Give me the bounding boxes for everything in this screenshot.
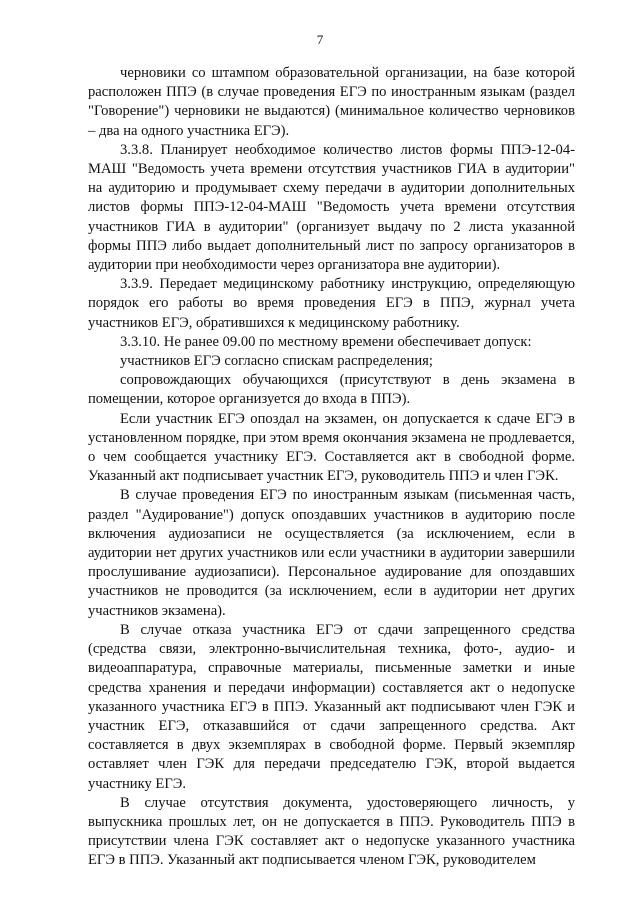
page-number: 7 <box>316 32 324 47</box>
paragraph-drafts-continuation: черновики со штампом образовательной организации, на базе которой расположен ППЭ (в случае проведения ЕГЭ по иностранным языкам (раздел "Говорение") черновики не выдаются) (минимальное количество черновиков – два на одного участника ЕГЭ). <box>88 65 575 139</box>
paragraph-3-3-10: 3.3.10. Не ранее 09.00 по местному времени обеспечивает допуск: <box>120 333 532 350</box>
paragraph-3-3-9: 3.3.9. Передает медицинскому работнику инструкцию, определяющую порядок его работы во время проведения ЕГЭ в ППЭ, журнал учета участников ЕГЭ, обратившихся к медицинскому работнику. <box>88 276 575 331</box>
paragraph-listening-section: В случае проведения ЕГЭ по иностранным языкам (письменная часть, раздел "Аудирование") допуск опоздавших участников в аудиторию после включения аудиозаписи не осуществляется (за исключением, если в аудитории нет других участников или если участники в аудитории завершили прослушивание аудиозаписи). Персональное аудирование для опоздавших участников не проводится (за исключением, если в аудитории нет других участников экзамена). <box>88 487 575 619</box>
paragraph-late-participant: Если участник ЕГЭ опоздал на экзамен, он допускается к сдаче ЕГЭ в установленном порядке, при этом время окончания экзамена не продлевается, о чем сообщается участнику ЕГЭ. Составляется акт в свободной форме. Указанный акт подписывает участник ЕГЭ, руководитель ППЭ и член ГЭК. <box>88 410 575 485</box>
document-body <box>88 64 575 871</box>
paragraph-prohibited-items: В случае отказа участника ЕГЭ от сдачи запрещенного средства (средства связи, электронно-вычислительная техника, фото-, аудио- и видеоаппаратура, справочные материалы, письменные заметки и иные средства хранения и передачи информации) составляется акт о недопуске указанного участника ЕГЭ в ППЭ. Указанный акт подписывают член ГЭК и участник ЕГЭ, отказавшийся от сдачи запрещенного средства. Акт составляется в двух экземплярах в свободной форме. Первый экземпляр оставляет член ГЭК для передачи председателю ГЭК, второй выдается участнику ЕГЭ. <box>88 621 575 792</box>
paragraph-admission-participants: участников ЕГЭ согласно спискам распределения; <box>120 353 433 370</box>
paragraph-admission-escorts: сопровождающих обучающихся (присутствуют в день экзамена в помещении, которое организуется до входа в ППЭ). <box>88 372 575 408</box>
paragraph-3-3-8: 3.3.8. Планирует необходимое количество листов формы ППЭ-12-04-МАШ "Ведомость учета времени отсутствия участников ГИА в аудитории" на аудиторию и продумывает схему передачи в аудитории дополнительных листов формы ППЭ-12-04-МАШ "Ведомость учета времени отсутствия участников ГИА в аудитории" (организует выдачу по 2 листа указанной формы ППЭ либо выдает дополнительный лист по запросу организаторов в аудитории при необходимости через организатора вне аудитории). <box>88 141 575 274</box>
paragraph-missing-id: В случае отсутствия документа, удостоверяющего личность, у выпускника прошлых лет, он не допускается в ППЭ. Руководитель ППЭ в присутствии члена ГЭК составляет акт о недопуске указанного участника ЕГЭ в ППЭ. Указанный акт подписывается членом ГЭК, руководителем <box>88 794 575 869</box>
